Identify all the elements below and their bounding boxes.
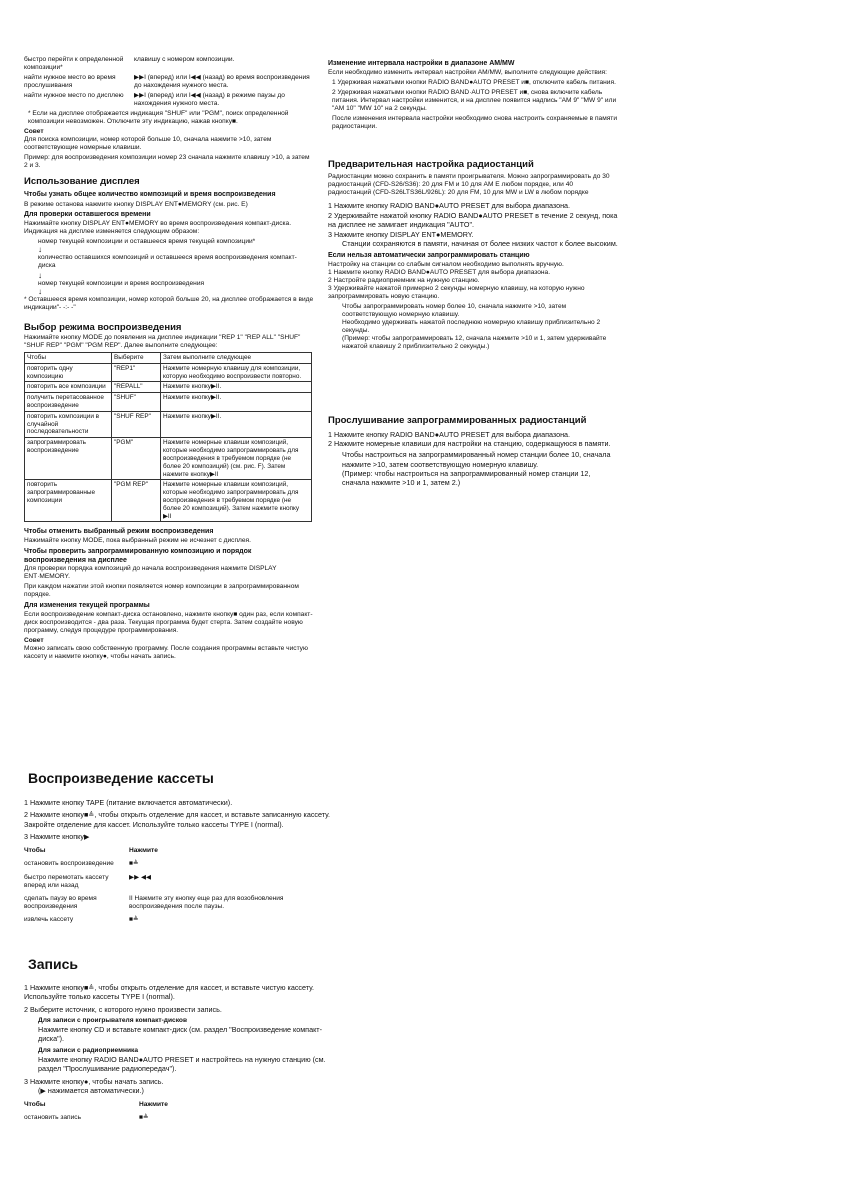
weak-step: 2 Настройте радиоприемник на нужную станцию. [328,276,480,284]
cancel-title: Чтобы отменить выбранный режим воспроизведения [24,528,214,536]
record-step3-note: (▶ нажимается автоматически.) [38,1085,144,1095]
table-row: сделать паузу во время воспроизведения II Нажмите эту кнопку еще раз для возобновления воспроизведения после паузы. [24,894,284,910]
weak-intro: Настройку на станции со слабым сигналом необходимо выполнять вручную. [328,260,564,268]
interval-step: 2 Удерживая нажатыми кнопки RADIO BAND·AUTO PRESET и■, снова включите кабель питания. Интервал настройки изменится, и на дисплее появится надпись "AM 9" "MW 9" или "AM 10" "MW 10" на 2 секунды. [332,88,617,112]
weak-note: Чтобы запрограммировать номер более 10, сначала нажмите >10, затем соответствующую номерную клавишу. [342,302,567,318]
tip-title: Совет [24,636,44,644]
weak-note: (Пример: чтобы запрограммировать 12, сначала нажмите >10 и 1, затем удерживайте нажатой клавишу 2 приблизительно 2 секунды.) [342,335,607,351]
record-title: Запись [28,956,79,972]
down-arrow-icon: ↓ [38,287,42,297]
cancel-text: Нажимайте кнопку MODE, пока выбранный режим не исчезнет с дисплея. [24,536,251,544]
listen-note: Чтобы настроиться на запрограммированный номер станции более 10, сначала нажмите >10, затем соответствующую номерную клавишу. [342,450,611,469]
display-sub2: Для проверки оставшегося времени [24,210,151,218]
record-table-header: Чтобы Нажмите [24,1101,168,1109]
table-row: повторить все композиции "REPALL" Нажмите кнопку▶II. [25,382,312,393]
weak-step: 3 Удерживайте нажатой примерно 2 секунды номерную клавишу, на которую нужно запрограммировать новую станцию. [328,284,585,300]
listen-note: (Пример: чтобы настроиться на запрограммированный номер станции 12, сначала нажмите >10 и 1, затем 2.) [342,469,591,488]
listen-title: Прослушивание запрограммированных радиостанций [328,415,587,427]
preset-title: Предварительная настройка радиостанций [328,158,534,170]
search-row: быстро перейти к определенной композиции* клавишу с номером композиции. [24,56,235,72]
table-row: повторить композиции в случайной последовательности "SHUF REP" Нажмите кнопку▶II. [25,411,312,437]
display-sub1: Чтобы узнать общее количество композиций и время воспроизведения [24,190,276,198]
preset-step: 2 Удерживайте нажатой кнопку RADIO BAND●AUTO PRESET в течение 2 секунд, пока на дисплее не замигает индикация "AUTO". [328,210,618,230]
interval-after: После изменения интервала настройки необходимо снова настроить сохраняемые в памяти радиостанции. [332,114,618,130]
table-row: запрограммировать воспроизведение "PGM" Нажмите номерные клавиши композиций, которые необходимо запрограммировать для воспроизведения в требуемом порядке (не более 20 композиций) (см. рис. F). Затем нажмите кнопку▶II [25,438,312,480]
record-cd-title: Для записи с проигрывателя компакт-дисков [38,1017,188,1025]
table-row: получить перетасованное воспроизведение "SHUF" Нажмите кнопку▶II. [25,393,312,412]
preset-intro: Радиостанции можно сохранить в памяти проигрывателя. Можно запрограммировать до 30 радиостанций (CFD-S26/S36): 20 для FM и 10 для AM Е любом порядке, или 40 радиостанций (CFD-S26LTS36L/926L): 20 для FM, 10 для MW и LW в любом порядке [328,173,610,197]
mode-title: Выбор режима воспроизведения [24,322,182,334]
interval-step: 1 Удерживая нажатыми кнопки RADIO BAND●AUTO PRESET и■, отключите кабель питания. [332,78,616,86]
table-row: быстро перемотать кассету вперед или назад ▶▶ ◀◀ [24,873,152,889]
preset-step3-note: Станции сохраняются в памяти, начиная от более низких частот к более высоким. [342,238,618,248]
display-title: Использование дисплея [24,176,140,188]
mode-table [24,352,312,522]
record-radio-title: Для записи с радиоприемника [38,1046,138,1054]
weak-title: Если нельзя автоматически запрограммировать станцию [328,252,530,260]
record-step: 2 Выберите источник, с которого нужно произвести запись. [24,1004,222,1014]
weak-step: 1 Нажмите кнопку RADIO BAND●AUTO PRESET для выбора диапазона. [328,268,551,276]
tip-line: Для поиска композиции, номер которой больше 10, сначала нажмите >10, затем соответствующие номерные клавиши. [24,136,272,152]
record-step: 1 Нажмите кнопку■≜, чтобы открыть отделение для кассет, и вставьте чистую кассету. Используйте только кассеты TYPE I (normal). [24,983,315,1002]
search-row: найти нужное место по дисплею ▶▶I (вперед) или I◀◀ (назад) в режиме паузы до нахождения нужного места. [24,92,285,108]
tip-title: Совет [24,128,44,136]
change-title: Для изменения текущей программы [24,602,150,610]
mode-table-header: Чтобы Выберите Затем выполните следующее [25,352,312,363]
shuf-note: * Если на дисплее отображается индикация "SHUF" или "PGM", поиск определенной композиции невозможен. Отключите эту индикацию, нажав кнопку■. [28,110,289,126]
table-row: остановить воспроизведение ■≜ [24,860,139,868]
preset-step: 1 Нажмите кнопку RADIO BAND●AUTO PRESET для выбора диапазона. [328,201,571,211]
display-seq-1: номер текущей композиции и оставшееся время текущей композиции* [38,238,256,246]
display-sub2-text: Нажимайте кнопку DISPLAY ENT●MEMORY во время воспроизведения компакт-диска. Индикация на дисплее изменяется следующим образом: [24,220,292,236]
listen-step: 1 Нажмите кнопку RADIO BAND●AUTO PRESET для выбора диапазона. [328,429,571,439]
cassette-table-header: Чтобы Нажмите [24,847,158,855]
record-step: 3 Нажмите кнопку●, чтобы начать запись. [24,1076,164,1086]
display-note: * Оставшееся время композиции, номер которой больше 20, на дисплее отображается в виде индикации"- -:- -" [24,296,314,312]
check-text: При каждом нажатии этой кнопки появляется номер композиции в запрограммированном порядке. [24,583,299,599]
interval-intro: Если необходимо изменить интервал настройки AM/MW, выполните следующие действия: [328,68,607,76]
display-sub1-text: В режиме останова нажмите кнопку DISPLAY ENT●MEMORY (см. рис. E) [24,200,248,208]
listen-step: 2 Нажмите номерные клавиши для настройки на станцию, содержащуюся в памяти. [328,439,611,449]
mode-intro: Нажимайте кнопку MODE до появления на дисплее индикации "REP 1" "REP ALL" "SHUF" "SHUF REP" "PGM" "PGM REP". Далее выполните следующее: [24,333,301,349]
record-cd-text: Нажмите кнопку CD и вставьте компакт-диск (см. раздел "Воспроизведение компакт-диска"). [38,1025,322,1044]
weak-note: Необходимо удерживать нажатой последнюю номерную клавишу приблизительно 2 секунды. [342,318,601,334]
cassette-step: 2 Нажмите кнопку■≜, чтобы открыть отделение для кассет, и вставьте записанную кассету. Закройте отделение для кассет. Используйте только кассеты TYPE I (normal). [24,810,331,829]
cassette-step: 1 Нажмите кнопку TAPE (питание включается автоматически). [24,798,233,807]
tip-line: Пример: для воспроизведения композиции номер 23 сначала нажмите клавишу >10, а затем 2 и 3. [24,154,310,170]
display-seq-2: количество оставшихся композиций и оставшееся время воспроизведения компакт-диска [38,254,297,270]
table-row: извлечь кассету ■≜ [24,915,139,923]
table-row: повторить запрограммированные композиции "PGM REP" Нажмите номерные клавиши композиций, которые необходимо запрограммировать для воспроизведения в требуемом порядке (не более 20 композиций). Затем нажмите кнопку ▶II [25,480,312,522]
check-text: Для проверки порядка композиций до начала воспроизведения нажмите DISPLAY ENT·MEMORY. [24,565,277,581]
change-text: Если воспроизведение компакт-диска остановлено, нажмите кнопку■ один раз, если компакт-диск воспроизводится - два раза. Текущая программа будет стерта. Затем создайте новую программу, следуя процедуре программирования. [24,610,313,634]
display-seq-3: номер текущей композиции и время воспроизведения [38,280,205,288]
preset-step: 3 Нажмите кнопку DISPLAY ENT●MEMORY. [328,229,474,239]
cassette-title: Воспроизведение кассеты [28,770,214,786]
down-arrow-icon: ↓ [38,245,42,255]
record-radio-text: Нажмите кнопку RADIO BAND●AUTO PRESET и настройтесь на нужную станцию (см. раздел "Прослушивание радиопередач"). [38,1054,326,1074]
right-column [328,60,618,488]
table-row: повторить одну композицию "REP1" Нажмите номерную клавишу для композиции, которую необходимо воспроизвести повторно. [25,363,312,382]
left-column [24,56,314,663]
tip-text: Можно записать свою собственную программу. После создания программы вставьте чистую кассету и нажмите кнопку●, чтобы начать запись. [24,644,308,660]
down-arrow-icon: ↓ [38,271,42,281]
table-row: остановить запись ■≜ [24,1114,149,1122]
interval-title: Изменение интервала настройки в диапазоне AM/MW [328,60,515,67]
check-title: Чтобы проверить запрограммированную композицию и порядок воспроизведения на дисплее [24,547,252,564]
cassette-section [24,798,334,929]
search-row: найти нужное место во время прослушивания ▶▶I (вперед) или I◀◀ (назад) во время воспроизведения до нахождения нужного места. [24,74,310,90]
cassette-step: 3 Нажмите кнопку▶ [24,832,90,842]
record-section [24,983,334,1127]
